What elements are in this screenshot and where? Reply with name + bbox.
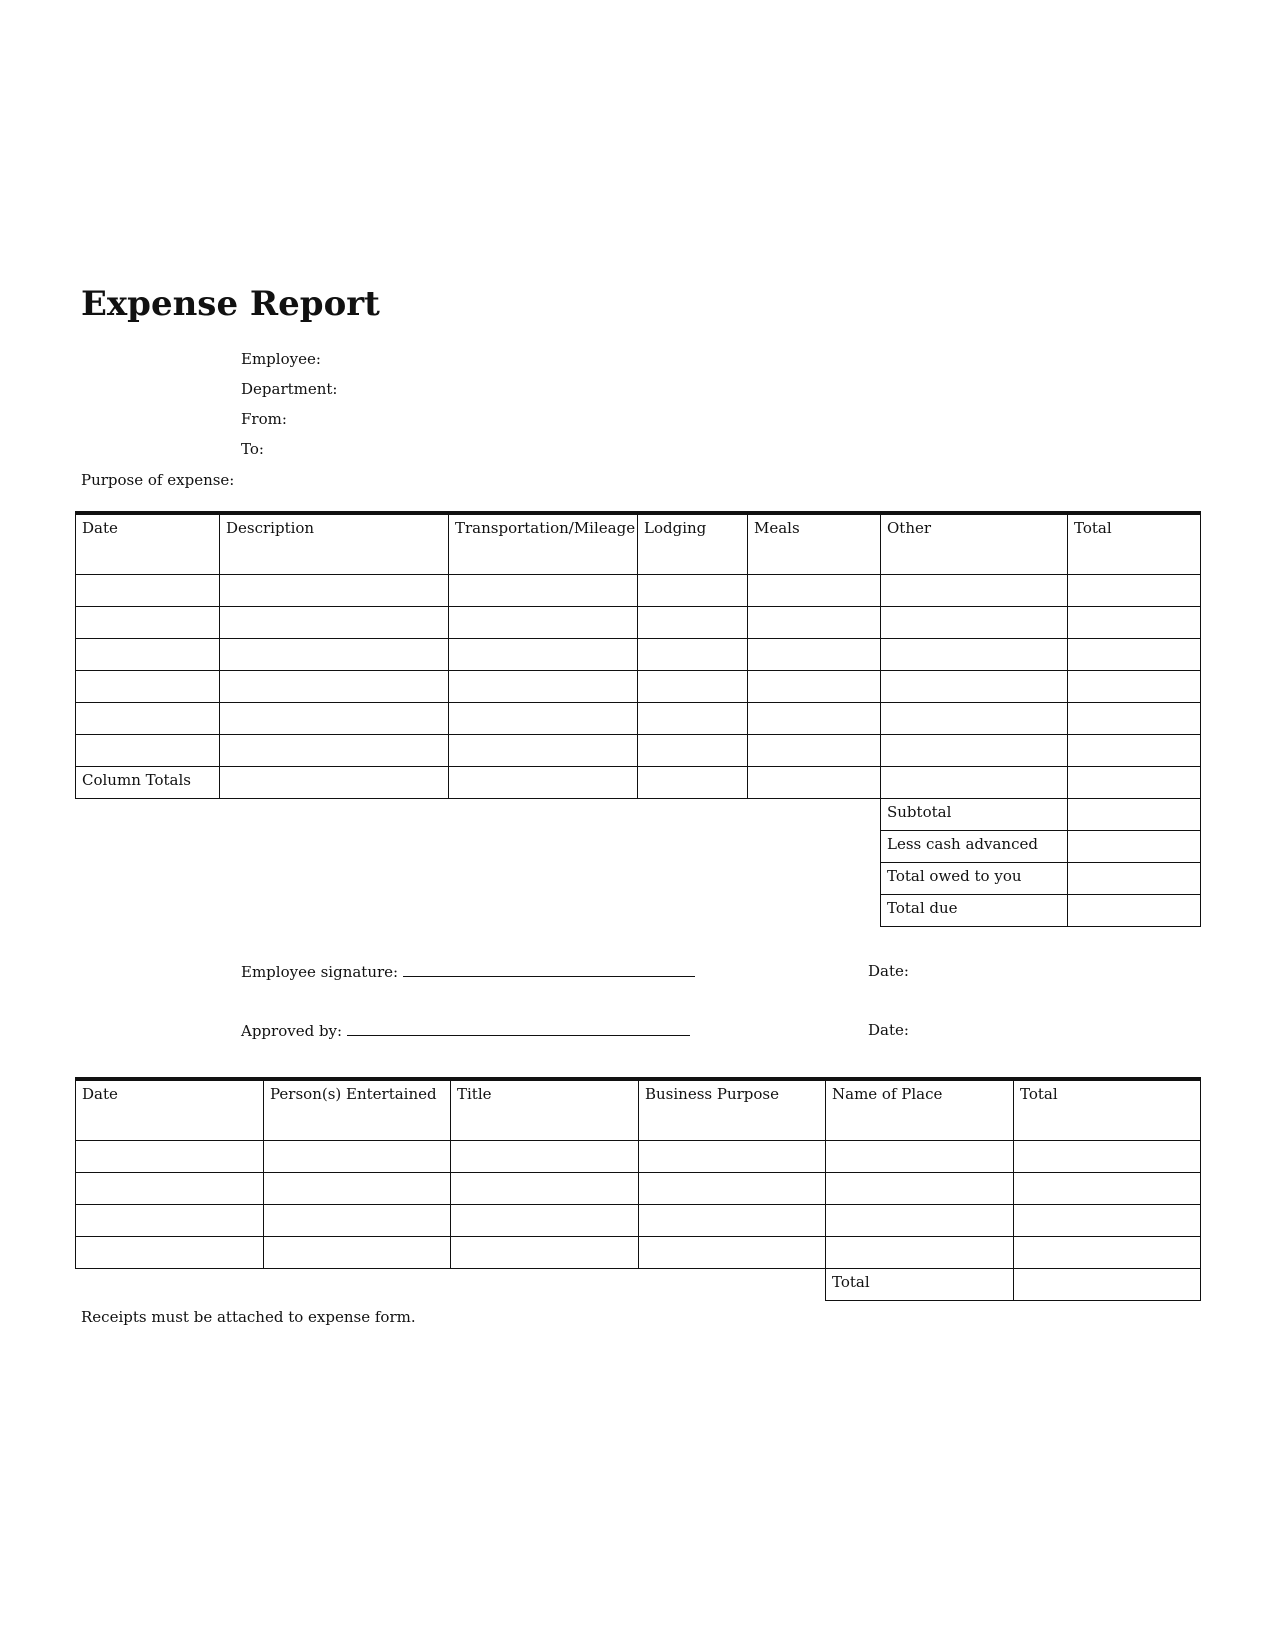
cell[interactable]: [220, 574, 449, 606]
col-transportation: Transportation/Mileage: [449, 513, 638, 574]
total-owed-label: Total owed to you: [881, 862, 1068, 894]
cell[interactable]: [449, 702, 638, 734]
to-label: To:: [241, 440, 264, 458]
cell[interactable]: [1068, 766, 1201, 798]
column-totals-row: [76, 766, 1201, 798]
cell[interactable]: [826, 1236, 1014, 1268]
cell[interactable]: [1068, 734, 1201, 766]
cell[interactable]: [220, 734, 449, 766]
footer-note: Receipts must be attached to expense form.: [81, 1308, 416, 1326]
cell[interactable]: [1068, 574, 1201, 606]
cell[interactable]: [639, 1172, 826, 1204]
cell[interactable]: [264, 1140, 451, 1172]
cell[interactable]: [1068, 702, 1201, 734]
cell[interactable]: [748, 702, 881, 734]
column-totals-label: Column Totals: [76, 766, 220, 798]
employee-date-label: Date:: [868, 962, 909, 980]
subtotal-value[interactable]: [1068, 798, 1201, 830]
cell[interactable]: [76, 702, 220, 734]
col-description: Description: [220, 513, 449, 574]
purpose-label: Purpose of expense:: [81, 471, 235, 489]
cell[interactable]: [1014, 1172, 1201, 1204]
table-row: [76, 702, 1201, 734]
summary-row: [76, 830, 1201, 862]
cell[interactable]: [220, 670, 449, 702]
table-row: [76, 734, 1201, 766]
cell[interactable]: [1068, 606, 1201, 638]
cell[interactable]: [881, 574, 1068, 606]
cell[interactable]: [1068, 638, 1201, 670]
table-row: [76, 606, 1201, 638]
cell[interactable]: [748, 574, 881, 606]
cell[interactable]: [1014, 1140, 1201, 1172]
col-title: Title: [451, 1079, 639, 1140]
less-cash-label: Less cash advanced: [881, 830, 1068, 862]
employee-signature-label: Employee signature:: [241, 963, 399, 981]
cell[interactable]: [826, 1204, 1014, 1236]
page-title: Expense Report: [81, 284, 380, 324]
table-row: [76, 1204, 1201, 1236]
less-cash-value[interactable]: [1068, 830, 1201, 862]
cell[interactable]: [220, 606, 449, 638]
total-owed-value[interactable]: [1068, 862, 1201, 894]
col-place: Name of Place: [826, 1079, 1014, 1140]
summary-row: [76, 894, 1201, 926]
col-other: Other: [881, 513, 1068, 574]
cell[interactable]: [264, 1236, 451, 1268]
cell[interactable]: [449, 638, 638, 670]
cell[interactable]: [826, 1172, 1014, 1204]
summary-row: [76, 798, 1201, 830]
cell[interactable]: [881, 702, 1068, 734]
cell[interactable]: [264, 1204, 451, 1236]
cell[interactable]: [638, 766, 748, 798]
total-due-label: Total due: [881, 894, 1068, 926]
cell[interactable]: [220, 702, 449, 734]
approved-date-label: Date:: [868, 1021, 909, 1039]
entertainment-table: [75, 1077, 1201, 1301]
cell[interactable]: [220, 766, 449, 798]
cell[interactable]: [449, 670, 638, 702]
cell[interactable]: [881, 670, 1068, 702]
cell[interactable]: [748, 670, 881, 702]
col-lodging: Lodging: [638, 513, 748, 574]
cell[interactable]: [76, 1140, 264, 1172]
col-meals: Meals: [748, 513, 881, 574]
entertainment-total-row: [76, 1268, 1201, 1300]
cell[interactable]: [449, 766, 638, 798]
approved-by-label: Approved by:: [241, 1022, 343, 1040]
approved-by-line[interactable]: [241, 1021, 690, 1040]
cell[interactable]: [76, 670, 220, 702]
cell[interactable]: [449, 606, 638, 638]
employee-label: Employee:: [241, 350, 321, 368]
cell[interactable]: [449, 734, 638, 766]
cell[interactable]: [638, 670, 748, 702]
entertainment-total-value[interactable]: [1014, 1268, 1201, 1300]
cell[interactable]: [451, 1204, 639, 1236]
cell[interactable]: [451, 1236, 639, 1268]
cell[interactable]: [1014, 1204, 1201, 1236]
table-row: [76, 670, 1201, 702]
employee-signature-line[interactable]: [241, 962, 695, 981]
cell[interactable]: [638, 638, 748, 670]
expense-header-row: [76, 513, 1201, 574]
cell[interactable]: [76, 1204, 264, 1236]
expense-table: [75, 511, 1201, 927]
cell[interactable]: [826, 1140, 1014, 1172]
col-date: Date: [76, 513, 220, 574]
col-persons: Person(s) Entertained: [264, 1079, 451, 1140]
table-row: [76, 1172, 1201, 1204]
cell[interactable]: [638, 574, 748, 606]
cell[interactable]: [639, 1236, 826, 1268]
table-row: [76, 638, 1201, 670]
summary-row: [76, 862, 1201, 894]
table-row: [76, 1236, 1201, 1268]
department-label: Department:: [241, 380, 338, 398]
col-date: Date: [76, 1079, 264, 1140]
cell[interactable]: [451, 1140, 639, 1172]
cell[interactable]: [76, 574, 220, 606]
cell[interactable]: [76, 638, 220, 670]
cell[interactable]: [1068, 670, 1201, 702]
entertainment-header-row: [76, 1079, 1201, 1140]
cell[interactable]: [76, 1236, 264, 1268]
cell[interactable]: [264, 1172, 451, 1204]
cell[interactable]: [748, 734, 881, 766]
cell[interactable]: [638, 606, 748, 638]
cell[interactable]: [638, 702, 748, 734]
cell[interactable]: [449, 574, 638, 606]
col-total: Total: [1068, 513, 1201, 574]
cell[interactable]: [639, 1140, 826, 1172]
cell[interactable]: [881, 606, 1068, 638]
table-row: [76, 1140, 1201, 1172]
cell[interactable]: [76, 606, 220, 638]
cell[interactable]: [881, 766, 1068, 798]
cell[interactable]: [639, 1204, 826, 1236]
cell[interactable]: [638, 734, 748, 766]
cell[interactable]: [748, 638, 881, 670]
col-total: Total: [1014, 1079, 1201, 1140]
col-business-purpose: Business Purpose: [639, 1079, 826, 1140]
cell[interactable]: [76, 734, 220, 766]
cell[interactable]: [881, 734, 1068, 766]
cell[interactable]: [220, 638, 449, 670]
cell[interactable]: [748, 606, 881, 638]
cell[interactable]: [748, 766, 881, 798]
total-due-value[interactable]: [1068, 894, 1201, 926]
from-label: From:: [241, 410, 287, 428]
cell[interactable]: [1014, 1236, 1201, 1268]
cell[interactable]: [451, 1172, 639, 1204]
cell[interactable]: [76, 1172, 264, 1204]
entertainment-total-label: Total: [826, 1268, 1014, 1300]
cell[interactable]: [881, 638, 1068, 670]
subtotal-label: Subtotal: [881, 798, 1068, 830]
table-row: [76, 574, 1201, 606]
